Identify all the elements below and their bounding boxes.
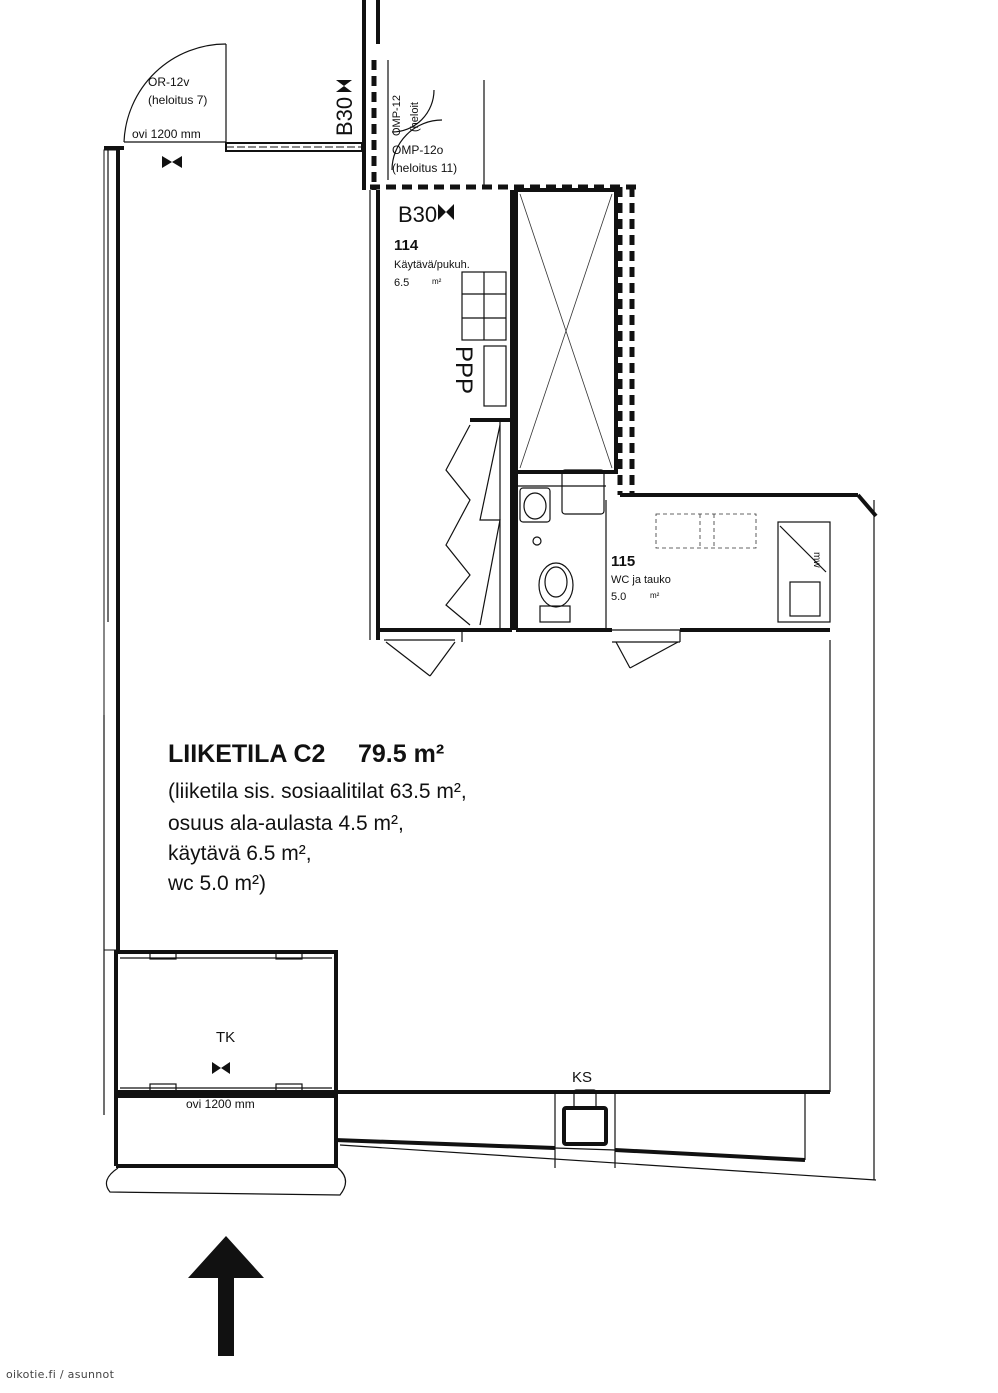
wc-115	[516, 470, 830, 668]
breakdown-line-4: wc 5.0 m²)	[168, 872, 267, 895]
room-115-unit: m²	[650, 591, 660, 600]
unit-name: LIIKETILA C2	[168, 740, 326, 768]
shaft	[516, 190, 616, 472]
breakdown-line-3: käytävä 6.5 m²,	[168, 842, 312, 865]
watermark: oikotie.fi / asunnot	[6, 1368, 115, 1381]
room-115-name: WC ja tauko	[611, 574, 671, 586]
door-width-bottom: ovi 1200 mm	[186, 1097, 255, 1111]
breakdown-line-1: (liiketila sis. sosiaalitilat 63.5 m²,	[168, 780, 467, 803]
room-115-number: 115	[611, 553, 636, 570]
labels	[132, 75, 822, 1111]
room-115-area: 5.0	[611, 591, 627, 603]
fire-class-b30: B30	[398, 202, 438, 227]
room-114-unit: m²	[432, 277, 442, 286]
vestibule-tk	[106, 952, 345, 1195]
door-note-heloitus-11: (heloitus 11)	[392, 161, 458, 175]
room-114-name: Käytävä/pukuh.	[394, 259, 470, 271]
fire-class-b30-vertical: B30	[332, 96, 357, 136]
room-114-number: 114	[394, 237, 419, 254]
ppp-marker: PPP	[450, 346, 477, 395]
outer-walls	[104, 0, 876, 1180]
ks-marker: KS	[572, 1069, 593, 1086]
door-code-or-12v: OR-12v	[148, 75, 190, 89]
door-note-heloitus-7: (heloitus 7)	[148, 93, 208, 107]
unit-area: 79.5 m²	[358, 740, 445, 768]
door-width-top: ovi 1200 mm	[132, 127, 201, 141]
breakdown-line-2: osuus ala-aulasta 4.5 m²,	[168, 812, 404, 835]
tk-marker: TK	[216, 1029, 236, 1046]
omp-vertical-code: OMP-12	[391, 95, 403, 136]
room-114-area: 6.5	[394, 277, 410, 289]
ks-box	[564, 1090, 606, 1144]
fire-markers	[212, 80, 454, 1074]
omp-vertical-note: (heloit	[409, 102, 421, 132]
mw-marker: mw	[811, 552, 822, 568]
entrance-arrow	[188, 1236, 264, 1356]
door-code-omp-12o: OMP-12o	[392, 143, 444, 157]
